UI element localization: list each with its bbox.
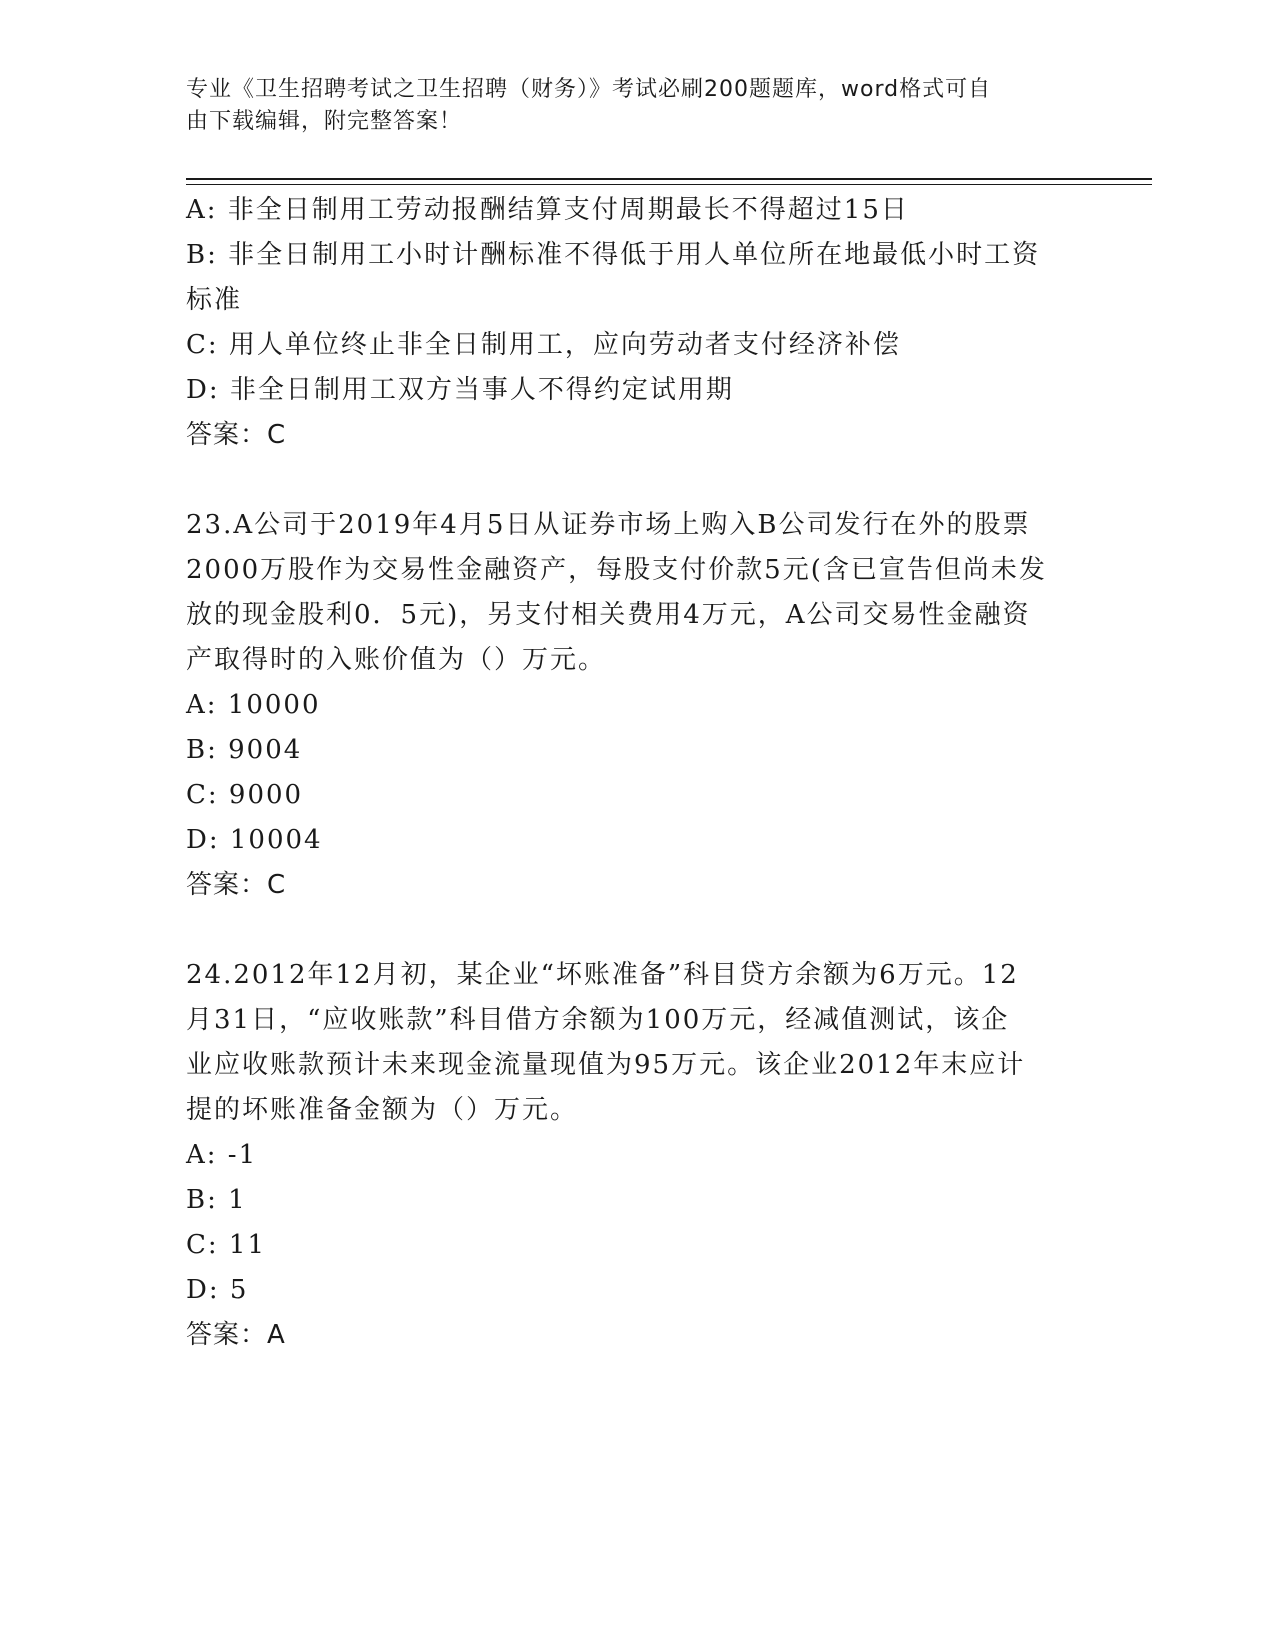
question-stem-line: 放的现金股利0．5元)，另支付相关费用4万元，A公司交易性金融资 bbox=[186, 600, 1031, 630]
header-divider-thin bbox=[186, 184, 1152, 185]
option-b: B: 9004 bbox=[186, 735, 303, 765]
question-stem-line: 月31日，“应收账款”科目借方余额为100万元，经减值测试，该企 bbox=[186, 1005, 1010, 1035]
question-stem-line: 业应收账款预计未来现金流量现值为95万元。该企业2012年末应计 bbox=[186, 1050, 1026, 1080]
question-stem-line: 2000万股作为交易性金融资产，每股支付价款5元(含已宣告但尚未发 bbox=[186, 555, 1047, 585]
header-title-line-1: 专业《卫生招聘考试之卫生招聘（财务）》考试必刷200题题库，word格式可自 bbox=[186, 77, 992, 102]
answer-line: 答案：A bbox=[186, 1320, 286, 1350]
option-c: C: 用人单位终止非全日制用工，应向劳动者支付经济补偿 bbox=[186, 330, 901, 360]
question-stem-line: 产取得时的入账价值为（）万元。 bbox=[186, 645, 607, 675]
question-24 bbox=[186, 953, 1066, 1358]
option-d: D: 10004 bbox=[186, 825, 323, 855]
question-stem-line: 24.2012年12月初，某企业“坏账准备”科目贷方余额为6万元。12 bbox=[186, 960, 1019, 990]
option-a: A: 10000 bbox=[186, 690, 321, 720]
option-c: C: 9000 bbox=[186, 780, 304, 810]
option-d: D: 5 bbox=[186, 1275, 249, 1305]
option-a: A: -1 bbox=[186, 1140, 258, 1170]
option-d: D: 非全日制用工双方当事人不得约定试用期 bbox=[186, 375, 734, 405]
answer-line: 答案：C bbox=[186, 420, 287, 450]
answer-line: 答案：C bbox=[186, 870, 287, 900]
spacer bbox=[186, 458, 1066, 503]
option-c: C: 11 bbox=[186, 1230, 267, 1260]
question-stem-line: 提的坏账准备金额为（）万元。 bbox=[186, 1095, 579, 1125]
option-a: A: 非全日制用工劳动报酬结算支付周期最长不得超过15日 bbox=[186, 195, 909, 225]
question-23 bbox=[186, 503, 1066, 908]
option-b: B: 1 bbox=[186, 1185, 247, 1215]
document-header bbox=[186, 74, 1066, 138]
question-content bbox=[186, 188, 1066, 1358]
header-title-line-2: 由下载编辑，附完整答案！ bbox=[186, 109, 463, 134]
prev-question bbox=[186, 188, 1066, 458]
option-b-continued: 标准 bbox=[186, 285, 243, 315]
option-b: B: 非全日制用工小时计酬标准不得低于用人单位所在地最低小时工资 bbox=[186, 240, 1041, 270]
question-stem-line: 23.A公司于2019年4月5日从证券市场上购入B公司发行在外的股票 bbox=[186, 510, 1031, 540]
header-divider-thick bbox=[186, 178, 1152, 180]
spacer bbox=[186, 908, 1066, 953]
